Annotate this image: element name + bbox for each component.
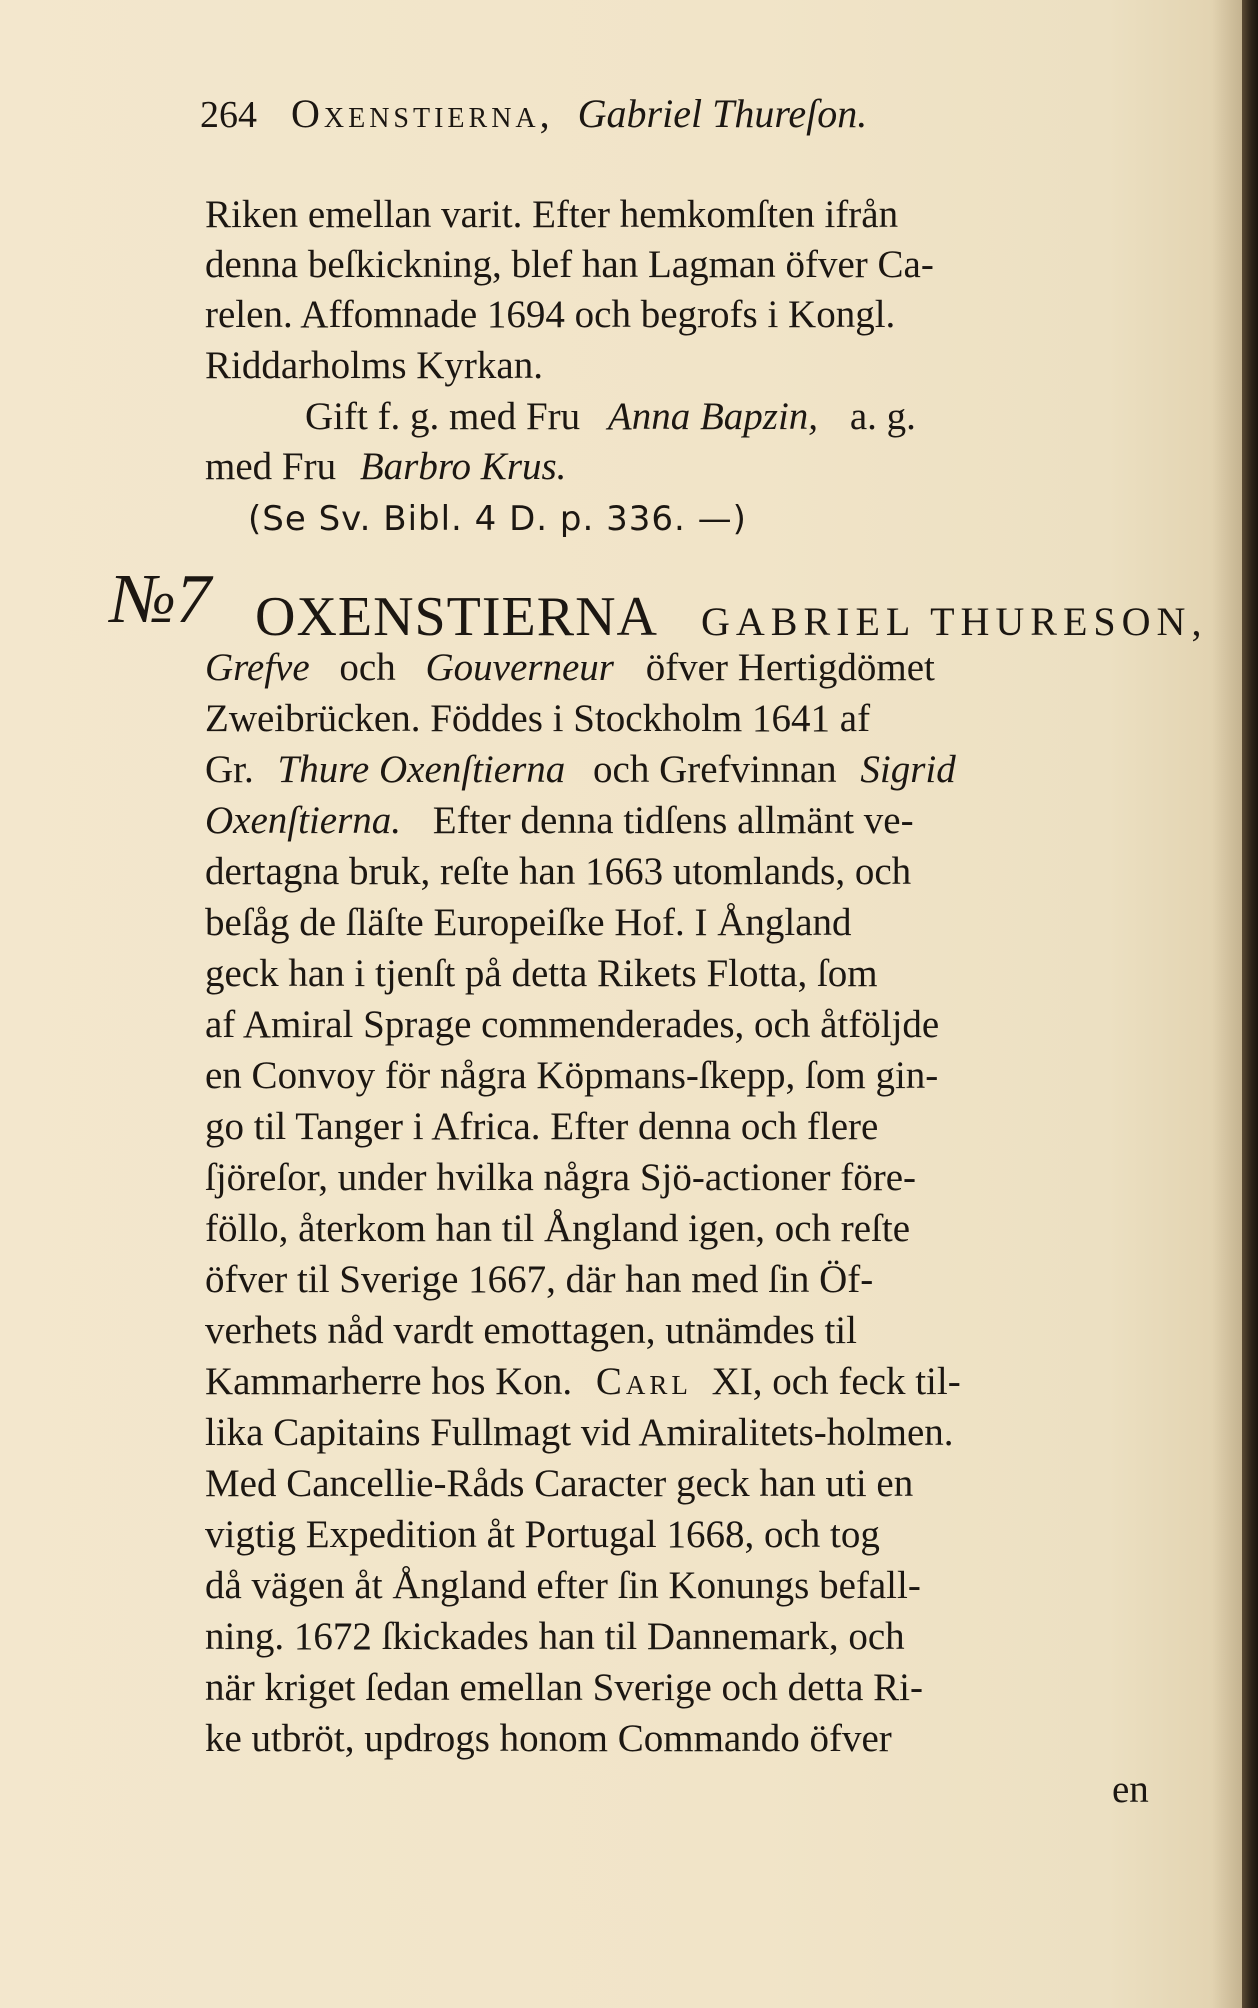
entry-number-mark: №7 xyxy=(110,561,212,638)
page-number: 264 xyxy=(200,94,257,136)
entry-body-line: geck han i tjenſt på detta Rikets Flotta, ſom xyxy=(205,952,878,995)
marriage-line-1: Gift f. g. med Fru Anna Bapzin, a. g. xyxy=(305,395,916,438)
prev-entry-line-2: denna beſkickning, blef han Lagman öfver Ca- xyxy=(205,243,934,286)
header-family: Oxenstierna, xyxy=(291,91,554,136)
page-shadow xyxy=(1212,0,1242,2008)
entry-body-line: verhets nåd vardt emottagen, utnämdes til xyxy=(205,1309,857,1352)
entry-surname: OXENSTIERNA xyxy=(255,586,658,648)
entry-body-line: öfver til Sverige 1667, där han med ſin Öf- xyxy=(205,1258,874,1301)
header-person: Gabriel Thureſon. xyxy=(577,91,868,136)
entry-body-line: föllo, återkom han til Ångland igen, och reſte xyxy=(205,1207,911,1250)
bibliographic-reference: (Se Sv. Bibl. 4 D. p. 336. —) xyxy=(248,499,747,539)
entry-body-line: beſåg de ſläſte Europeiſke Hof. I Ångland xyxy=(205,901,852,944)
entry-line-2: Zweibrücken. Föddes i Stockholm 1641 af xyxy=(205,697,871,740)
catchword: en xyxy=(1112,1768,1149,1811)
king-name: Carl xyxy=(595,1360,692,1403)
entry-body-line: en Convoy för några Köpmans-ſkepp, ſom gin- xyxy=(205,1054,939,1097)
page-edge xyxy=(1242,0,1258,2008)
entry-body-line: go til Tanger i Africa. Efter denna och flere xyxy=(205,1105,879,1148)
entry-line-1: Grefve och Gouverneur öfver Hertigdömet xyxy=(205,646,935,689)
marriage-line-2: med Fru Barbro Krus. xyxy=(205,445,567,488)
entry-body-line: ke utbröt, updrogs honom Commando öfver xyxy=(205,1717,892,1760)
entry-given-names: GABRIEL THURESON, xyxy=(700,599,1208,644)
entry-line-3: Gr. Thure Oxenſtierna och Grefvinnan Sigrid xyxy=(205,748,956,791)
entry-body-line: Med Cancellie-Råds Caracter geck han uti en xyxy=(205,1462,914,1505)
prev-entry-line-3: relen. Affomnade 1694 och begrofs i Kongl. xyxy=(205,293,896,336)
entry-heading xyxy=(255,584,1207,650)
entry-line-4: Oxenſtierna. Efter denna tidſens allmänt ve- xyxy=(205,799,914,842)
spouse-name-1: Anna Bapzin, xyxy=(607,395,819,438)
running-header xyxy=(200,92,1060,137)
entry-body-line-karl: Kammarherre hos Kon. Carl XI, och feck til- xyxy=(205,1360,961,1403)
entry-body-line: lika Capitains Fullmagt vid Amiralitets-holmen. xyxy=(205,1411,954,1454)
prev-entry-line-4: Riddarholms Kyrkan. xyxy=(205,344,543,387)
entry-body-line: när kriget ſedan emellan Sverige och detta Ri- xyxy=(205,1666,923,1709)
entry-body-line: ning. 1672 ſkickades han til Dannemark, och xyxy=(205,1615,905,1658)
entry-body-line: af Amiral Sprage commenderades, och åtföljde xyxy=(205,1003,940,1046)
prev-entry-line-1: Riken emellan varit. Efter hemkomſten ifrån xyxy=(205,193,899,236)
entry-body-line: då vägen åt Ångland efter ſin Konungs befall- xyxy=(205,1564,921,1607)
entry-body-line: vigtig Expedition åt Portugal 1668, och tog xyxy=(205,1513,880,1556)
entry-body-line: dertagna bruk, reſte han 1663 utomlands, och xyxy=(205,850,912,893)
entry-body-line: ſjöreſor, under hvilka några Sjö-actioner före- xyxy=(205,1156,916,1199)
spouse-name-2: Barbro Krus. xyxy=(359,445,567,488)
